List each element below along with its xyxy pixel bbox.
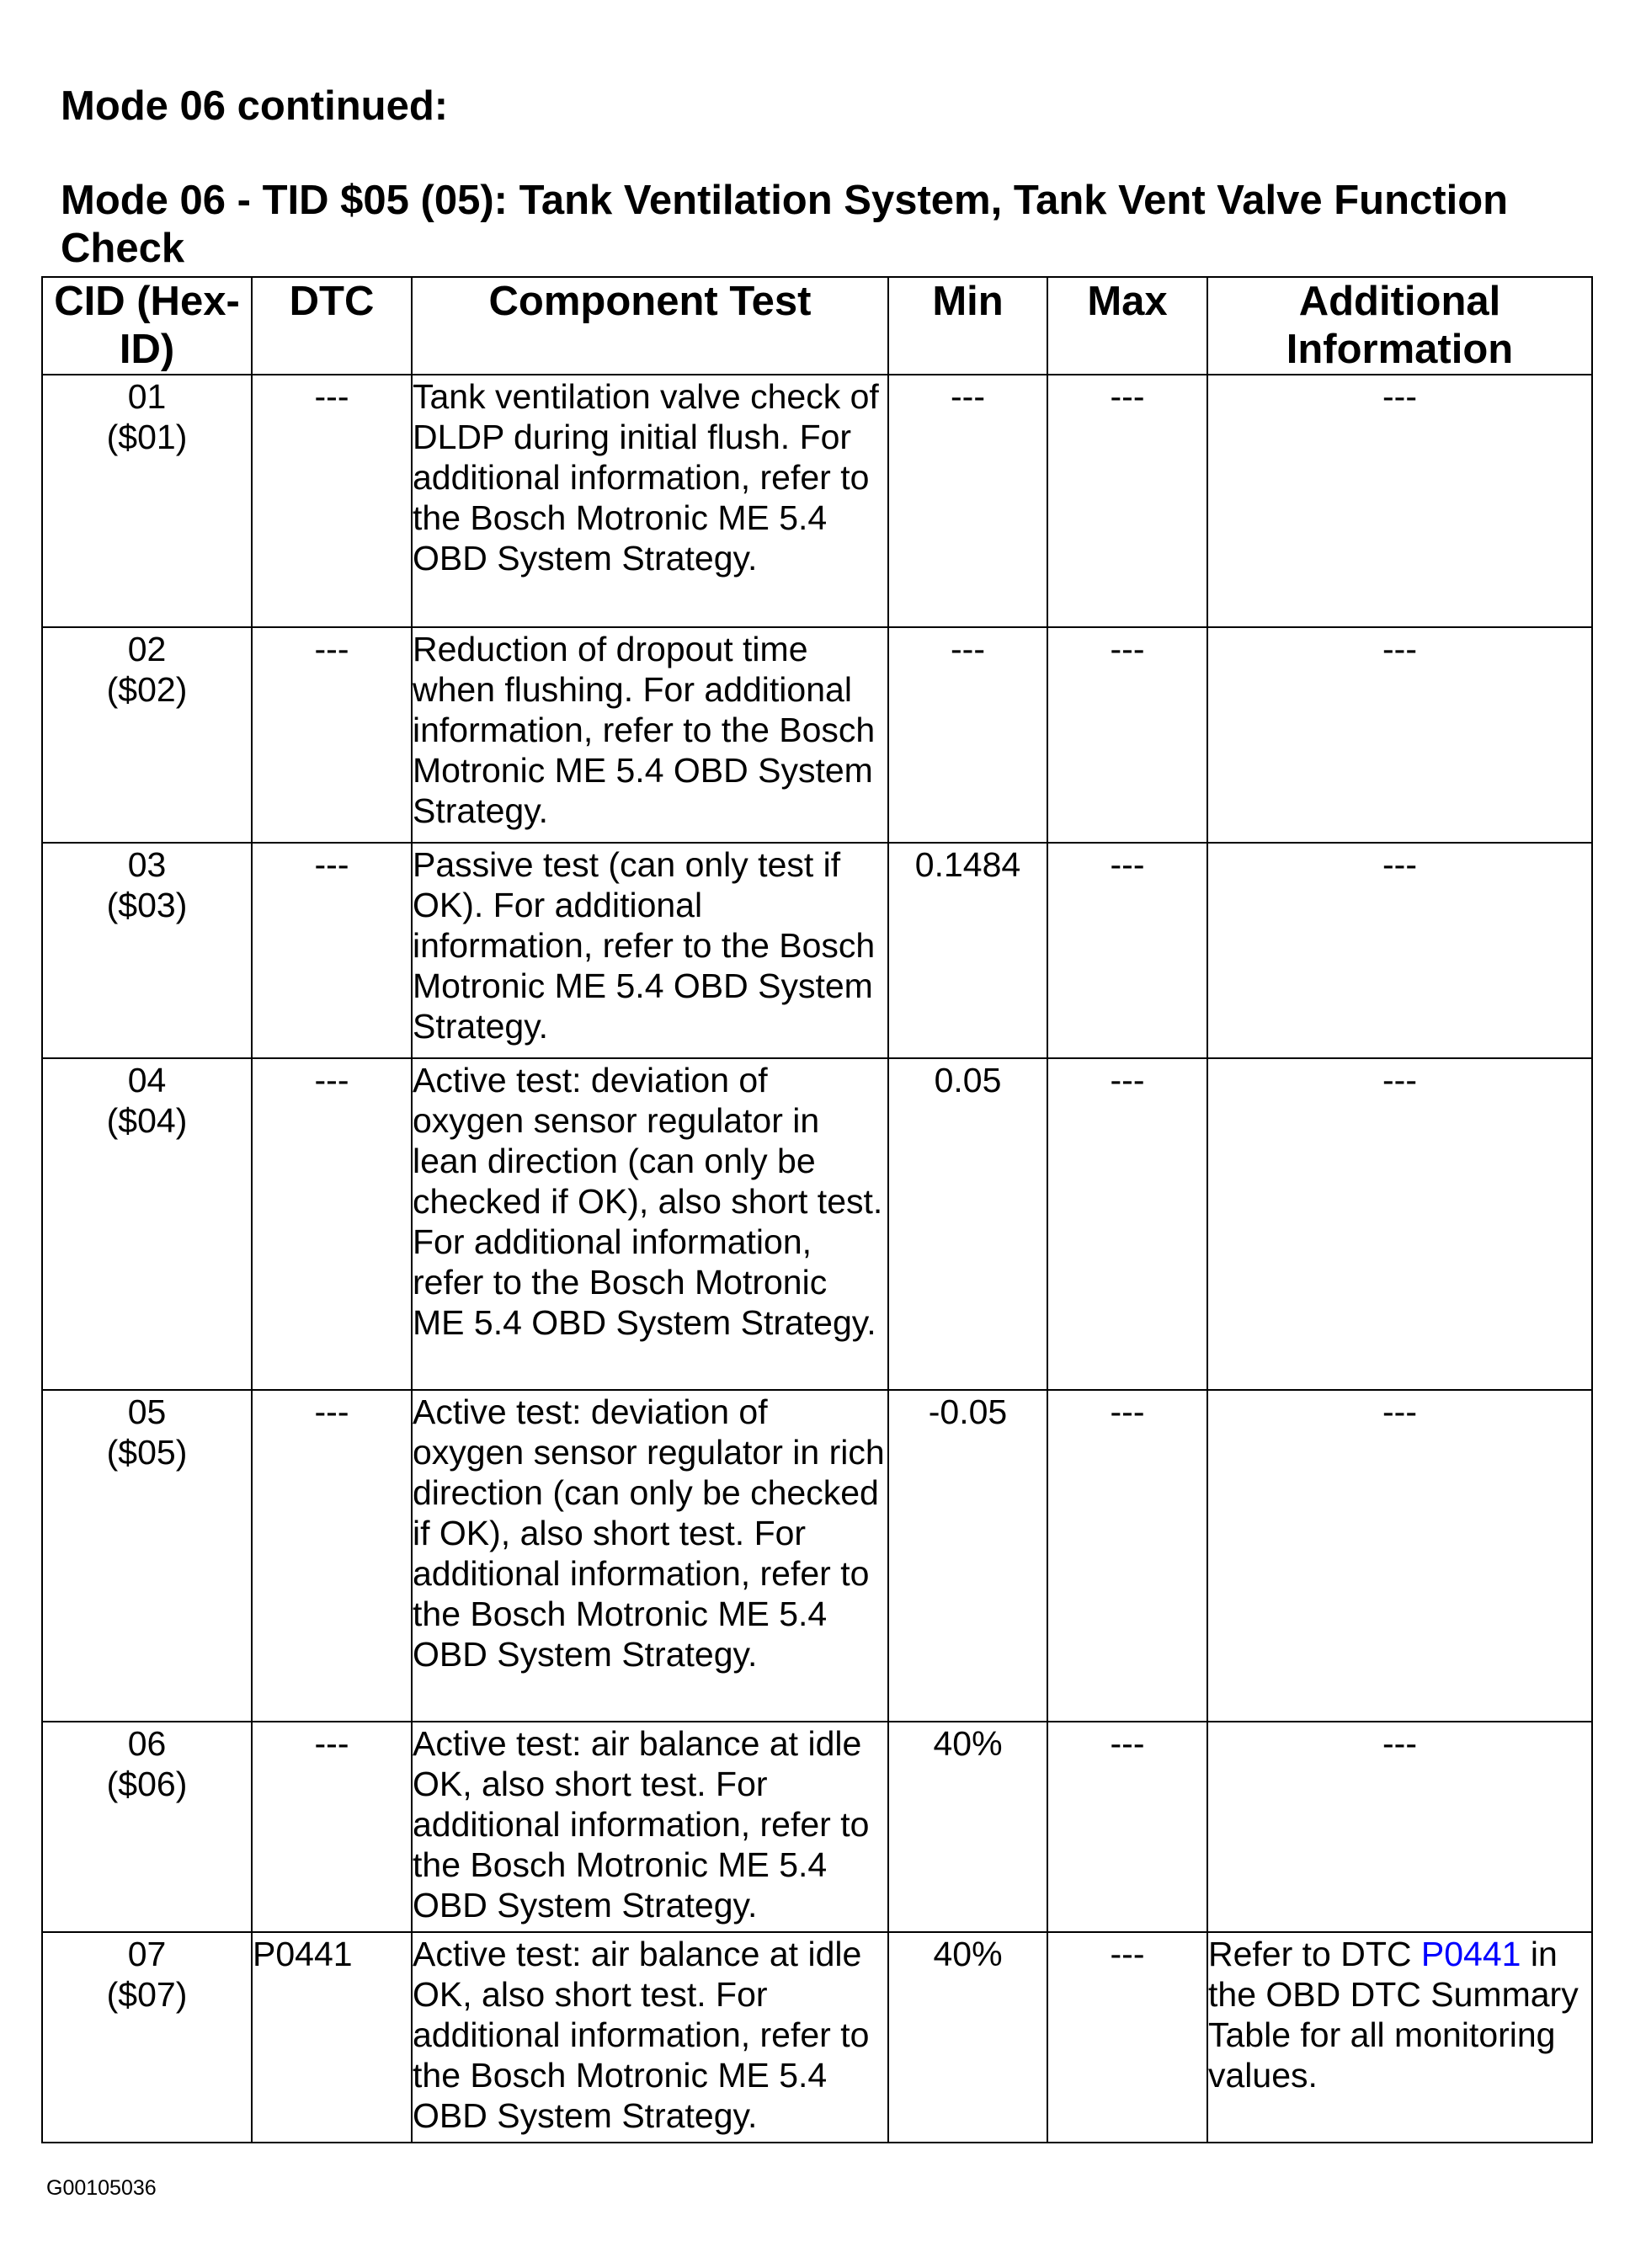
additional-info-cell: --- (1207, 627, 1592, 843)
dtc-cell: --- (252, 1722, 412, 1932)
dtc-cell: --- (252, 375, 412, 627)
cid-value: 06 (127, 1724, 167, 1763)
additional-info-cell (1207, 1932, 1592, 2143)
header-component-test: Component Test (412, 277, 888, 375)
min-cell: 40% (888, 1932, 1047, 2143)
header-max: Max (1047, 277, 1207, 375)
dtc-cell: P0441 (252, 1932, 412, 2143)
cid-cell (42, 843, 252, 1058)
figure-id: G00105036 (46, 2176, 157, 2200)
dtc-link[interactable]: P0441 (1420, 1935, 1521, 1973)
max-cell: --- (1047, 627, 1207, 843)
max-cell: --- (1047, 1390, 1207, 1722)
table-row (42, 1058, 1592, 1390)
additional-info-cell: --- (1207, 1058, 1592, 1390)
component-test-cell: Reduction of dropout time when flushing. For additional information, refer to the Bosch Motronic ME 5.4 OBD System Strategy. (412, 627, 888, 843)
info-text-prefix: Refer to DTC (1208, 1935, 1421, 1973)
header-additional-information: Additional Information (1207, 277, 1592, 375)
info-text-suffix: in the OBD DTC Summary Table for all monitoring values. (1208, 1935, 1579, 2095)
cid-hex-value: ($06) (106, 1765, 188, 1803)
header-dtc: DTC (252, 277, 412, 375)
cid-value: 01 (127, 377, 167, 416)
additional-info-cell: --- (1207, 1390, 1592, 1722)
cid-hex-value: ($05) (106, 1433, 188, 1472)
min-cell: --- (888, 627, 1047, 843)
component-test-cell: Tank ventilation valve check of DLDP during initial flush. For additional information, refer to the Bosch Motronic ME 5.4 OBD System Strategy. (412, 375, 888, 627)
max-cell: --- (1047, 1058, 1207, 1390)
table-row (42, 375, 1592, 627)
cid-cell (42, 1058, 252, 1390)
component-test-cell: Active test: deviation of oxygen sensor regulator in rich direction (can only be checked if OK), also short test. For additional information, refer to the Bosch Motronic ME 5.4 OBD System Strategy. (412, 1390, 888, 1722)
header-cid: CID (Hex-ID) (42, 277, 252, 375)
header-min: Min (888, 277, 1047, 375)
cid-hex-value: ($01) (106, 418, 188, 456)
min-cell: -0.05 (888, 1390, 1047, 1722)
dtc-cell: --- (252, 627, 412, 843)
max-cell: --- (1047, 375, 1207, 627)
component-test-cell: Active test: deviation of oxygen sensor regulator in lean direction (can only be checked if OK), also short test. For additional information, refer to the Bosch Motronic ME 5.4 OBD System Strategy. (412, 1058, 888, 1390)
min-cell: 40% (888, 1722, 1047, 1932)
cid-hex-value: ($02) (106, 670, 188, 709)
dtc-cell: --- (252, 843, 412, 1058)
table-row (42, 843, 1592, 1058)
cid-cell (42, 627, 252, 843)
cid-value: 04 (127, 1061, 167, 1099)
cid-cell (42, 1722, 252, 1932)
max-cell: --- (1047, 1722, 1207, 1932)
min-cell: --- (888, 375, 1047, 627)
table-row (42, 627, 1592, 843)
cid-cell (42, 1932, 252, 2143)
component-test-cell: Passive test (can only test if OK). For additional information, refer to the Bosch Motronic ME 5.4 OBD System Strategy. (412, 843, 888, 1058)
mode06-table (41, 276, 1593, 2143)
cid-value: 05 (127, 1392, 167, 1431)
cid-hex-value: ($03) (106, 886, 188, 924)
cid-cell (42, 1390, 252, 1722)
dtc-cell: --- (252, 1058, 412, 1390)
additional-info-cell: --- (1207, 843, 1592, 1058)
table-row (42, 1390, 1592, 1722)
table-row (42, 1932, 1592, 2143)
table-header-row (42, 277, 1592, 375)
additional-info-cell: --- (1207, 375, 1592, 627)
cid-hex-value: ($07) (106, 1975, 188, 2014)
min-cell: 0.1484 (888, 843, 1047, 1058)
section-heading: Mode 06 - TID $05 (05): Tank Ventilation System, Tank Vent Valve Function Check (61, 178, 1509, 271)
cid-value: 03 (127, 845, 167, 884)
min-cell: 0.05 (888, 1058, 1047, 1390)
cid-value: 07 (127, 1935, 167, 1973)
cid-cell (42, 375, 252, 627)
dtc-cell: --- (252, 1390, 412, 1722)
cid-value: 02 (127, 630, 167, 668)
max-cell: --- (1047, 1932, 1207, 2143)
component-test-cell: Active test: air balance at idle OK, also short test. For additional information, refer to the Bosch Motronic ME 5.4 OBD System Strategy. (412, 1932, 888, 2143)
page-title: Mode 06 continued: (61, 83, 449, 129)
additional-info-cell: --- (1207, 1722, 1592, 1932)
cid-hex-value: ($04) (106, 1101, 188, 1140)
max-cell: --- (1047, 843, 1207, 1058)
component-test-cell: Active test: air balance at idle OK, also short test. For additional information, refer to the Bosch Motronic ME 5.4 OBD System Strategy. (412, 1722, 888, 1932)
table-row (42, 1722, 1592, 1932)
